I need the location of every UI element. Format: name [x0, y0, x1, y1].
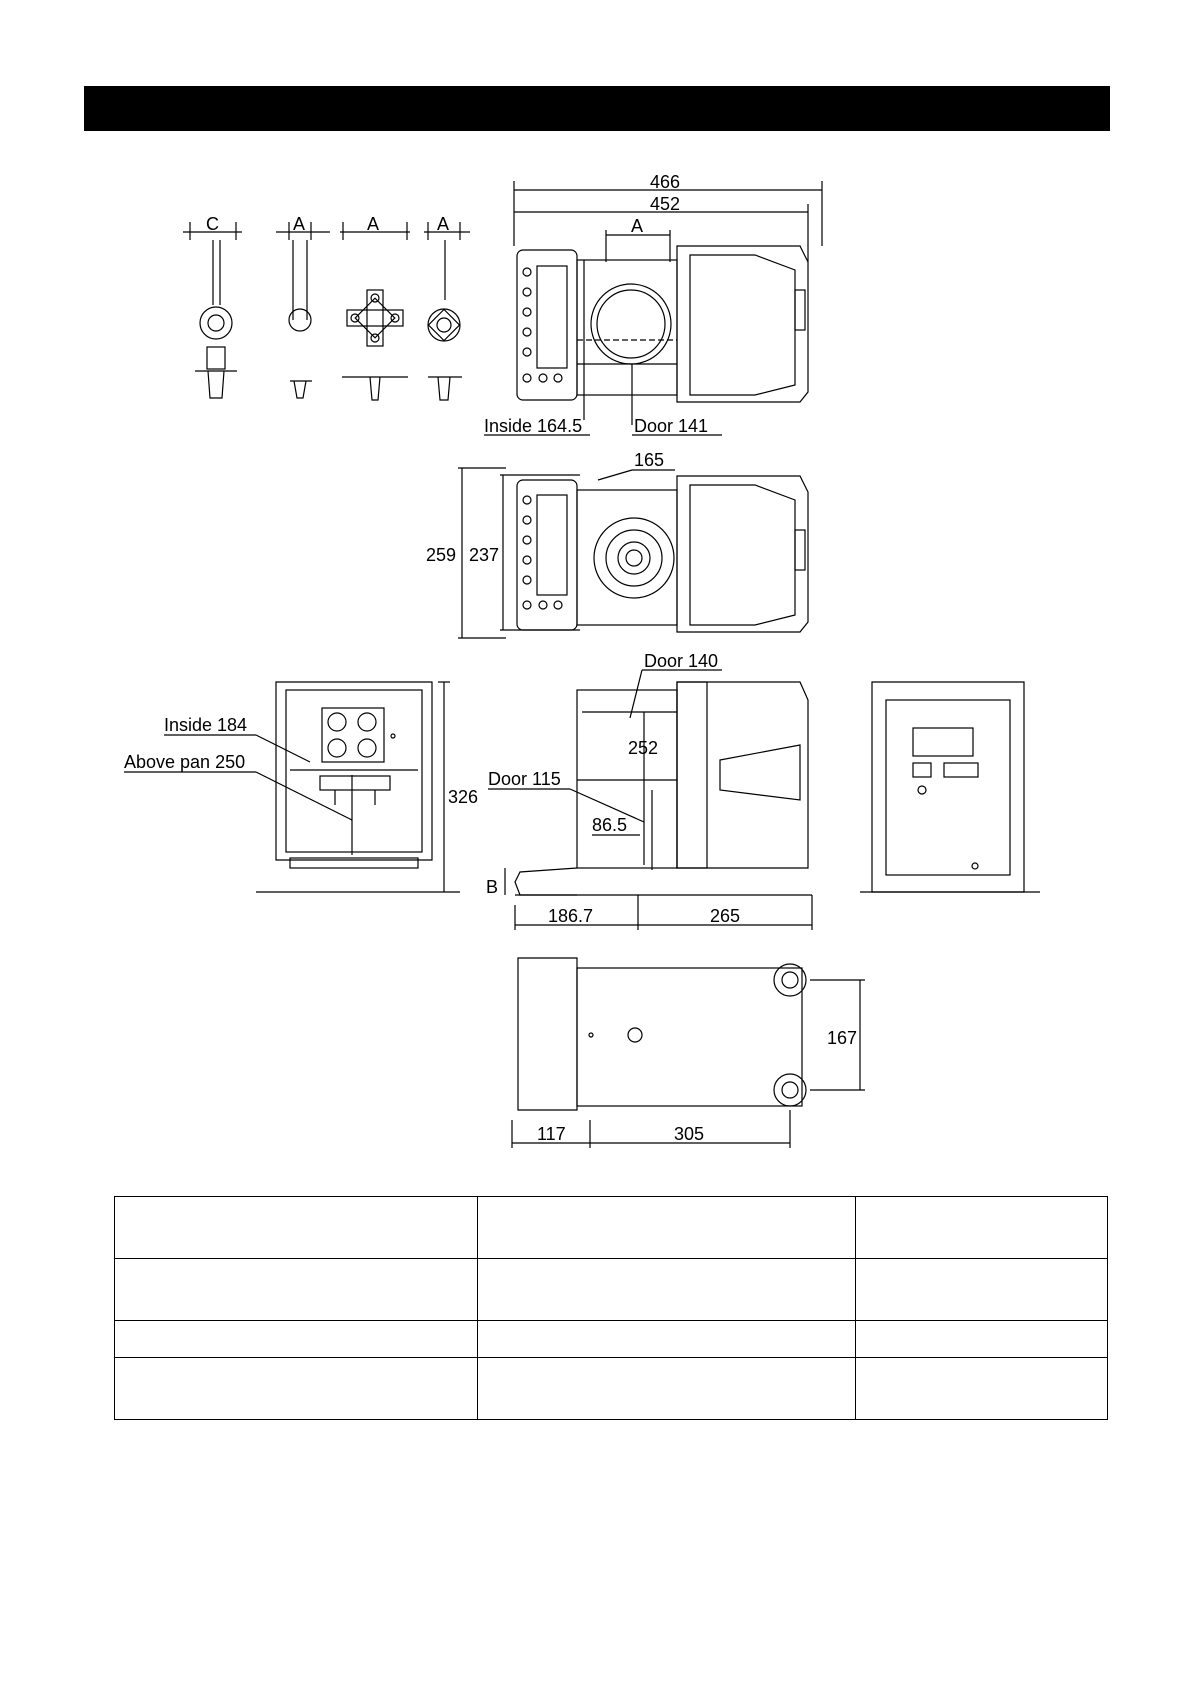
top-door-dim: Door 141 [634, 416, 709, 436]
front-view [124, 682, 478, 892]
bottom-front-offset-dim: 117 [537, 1124, 566, 1144]
side-door-top-dim: Door 140 [644, 651, 719, 671]
top-view-open [426, 450, 808, 638]
side-door-115-dim: Door 115 [488, 769, 561, 789]
top-view [484, 172, 822, 436]
table-cell [478, 1358, 856, 1420]
pan-a-label-1: A [293, 214, 306, 234]
top-width-overall: 466 [650, 172, 681, 192]
bottom-view [512, 958, 865, 1148]
front-inside-dim: Inside 184 [164, 715, 248, 735]
pan-a-label-2: A [367, 214, 380, 234]
side-base-label: B [486, 877, 499, 897]
table-cell [478, 1321, 856, 1358]
table-cell [115, 1197, 478, 1259]
table-cell [856, 1321, 1108, 1358]
top-width-body: 452 [650, 194, 681, 214]
side-view [486, 651, 812, 930]
table-cell [856, 1259, 1108, 1321]
top-pan-a-label: A [631, 216, 644, 236]
side-pan-height-dim: 86.5 [592, 815, 628, 835]
table-cell [478, 1197, 856, 1259]
open-door-dim: 165 [634, 450, 665, 470]
table-cell [856, 1358, 1108, 1420]
table-row [115, 1358, 1108, 1420]
front-above-pan-dim: Above pan 250 [124, 752, 246, 772]
table-cell [478, 1259, 856, 1321]
open-depth-overall: 259 [426, 545, 457, 565]
top-inside-dim: Inside 164.5 [484, 416, 583, 436]
table-row [115, 1259, 1108, 1321]
pan-types [183, 214, 470, 400]
side-front-depth-dim: 186.7 [548, 906, 594, 926]
bottom-feet-span-dim: 167 [827, 1028, 858, 1048]
table-row [115, 1321, 1108, 1358]
table-cell [856, 1197, 1108, 1259]
rear-view [860, 682, 1040, 892]
spec-table [114, 1196, 1108, 1420]
pan-a-label-3: A [437, 214, 450, 234]
side-chamber-dim: 252 [628, 738, 659, 758]
table-cell [115, 1358, 478, 1420]
side-rear-depth-dim: 265 [710, 906, 741, 926]
front-height-dim: 326 [448, 787, 479, 807]
open-depth-body: 237 [469, 545, 500, 565]
table-cell [115, 1321, 478, 1358]
pan-c-label: C [206, 214, 219, 234]
table-row [115, 1197, 1108, 1259]
bottom-foot-depth-dim: 305 [674, 1124, 705, 1144]
table-cell [115, 1259, 478, 1321]
